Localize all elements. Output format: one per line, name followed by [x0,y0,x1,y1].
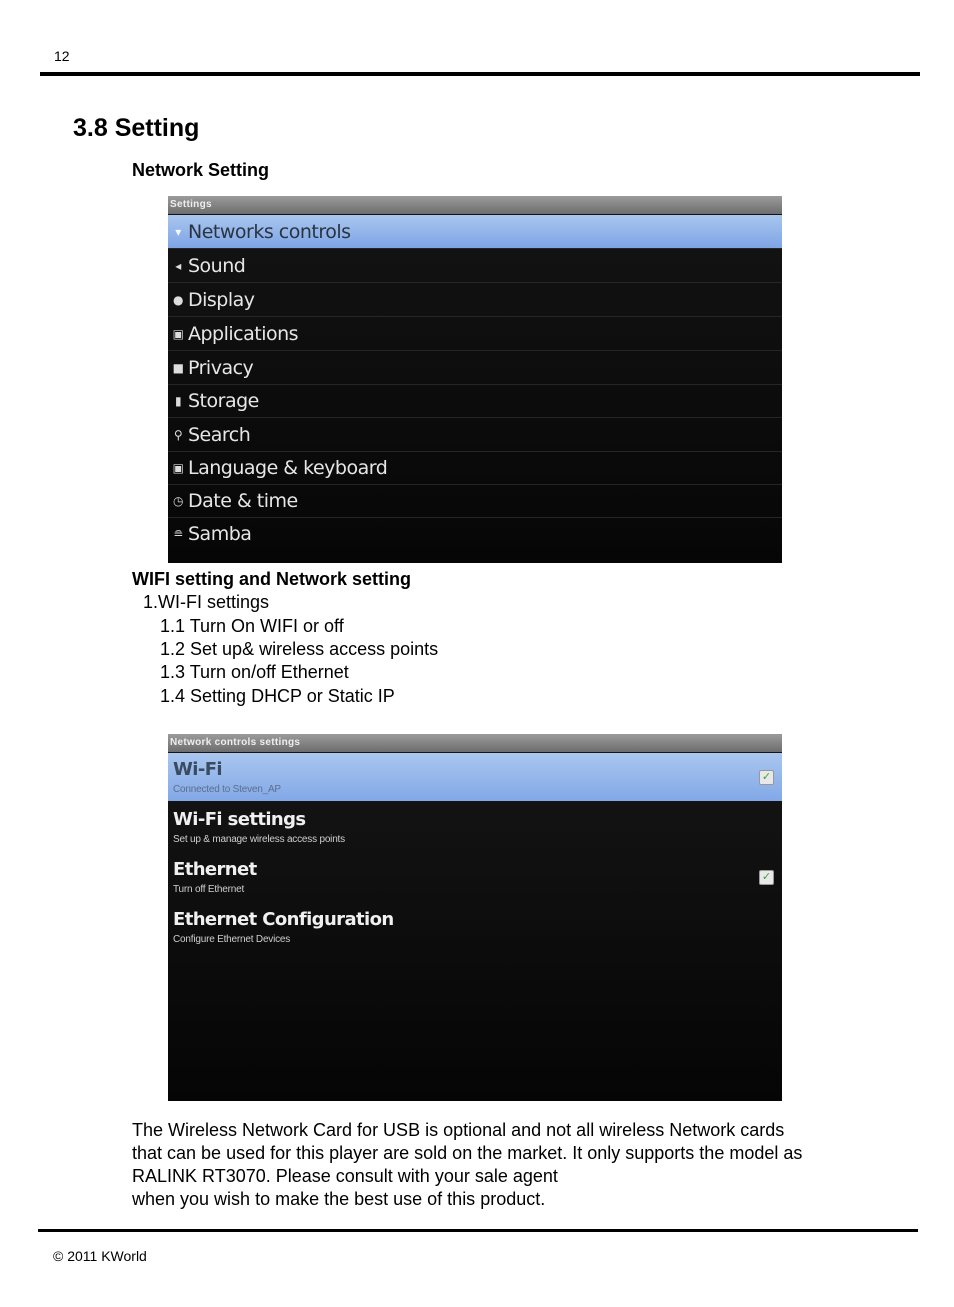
settings-item-label: Language & keyboard [188,456,388,479]
settings-item-search[interactable] [168,418,782,451]
row-title: Ethernet [173,859,257,880]
settings-item-label: Date & time [188,489,298,512]
row-title: Wi-Fi settings [173,809,306,830]
paragraph-line: RALINK RT3070. Please consult with your sale agent [132,1166,558,1186]
settings-item-label: Samba [188,522,252,545]
settings-item-applications[interactable] [168,317,782,350]
settings-item-label: Sound [188,254,246,277]
settings-item-label: Search [188,423,251,446]
wifi-row[interactable] [168,753,782,801]
row-subtitle: Turn off Ethernet [173,884,245,895]
copyright: © 2011 KWorld [53,1248,147,1264]
network-setting-heading: Network Setting [132,160,270,180]
display-icon: ● [173,292,183,307]
list-item: 1.WI-FI settings [143,592,270,612]
settings-item-label: Privacy [188,356,254,379]
settings-item-display[interactable] [168,283,782,316]
settings-item-date-time[interactable] [168,484,782,517]
list-item: 1.1 Turn On WIFI or off [160,616,344,636]
ethernet-row[interactable] [168,853,782,901]
privacy-icon: ■ [172,360,184,375]
settings-item-label: Networks controls [188,220,351,243]
wifi-setting-heading: WIFI setting and Network setting [132,569,412,589]
ethernet-configuration-row[interactable] [168,903,782,951]
settings-item-privacy[interactable] [168,351,782,384]
ethernet-checkbox[interactable]: ✓ [759,870,774,885]
wireless-icon: ▾ [175,224,181,239]
row-title: Ethernet Configuration [173,909,394,930]
list-item: 1.4 Setting DHCP or Static IP [160,686,395,706]
header-rule [40,72,920,76]
list-item: 1.2 Set up& wireless access points [160,639,439,659]
settings-title-bar: Settings [168,196,782,214]
settings-screenshot [168,196,782,563]
settings-item-networks-controls[interactable] [168,215,782,248]
settings-item-label: Storage [188,389,259,412]
paragraph-line: The Wireless Network Card for USB is optional and not all wireless Network cards [132,1120,785,1140]
applications-icon: ▣ [172,326,184,341]
settings-item-storage[interactable] [168,384,782,417]
row-subtitle: Connected to Steven_AP [173,784,281,795]
wifi-checkbox[interactable]: ✓ [759,770,774,785]
network-settings-screenshot [168,734,782,1101]
section-title: 3.8 Setting [73,114,200,142]
speaker-icon: ◂ [175,258,181,273]
paragraph-line: when you wish to make the best use of this product. [132,1189,546,1209]
page-number: 12 [54,48,70,64]
storage-icon: ▮ [174,393,182,408]
settings-item-sound[interactable] [168,249,782,282]
wifi-settings-row[interactable] [168,803,782,851]
usb-wireless-note [132,1119,872,1211]
network-title-bar: Network controls settings [168,734,782,752]
samba-icon: ≘ [173,526,183,541]
row-title: Wi-Fi [173,759,222,780]
keyboard-icon: ▣ [172,460,184,475]
settings-item-label: Display [188,288,255,311]
paragraph-line: that can be used for this player are sold on the market. It only supports the model as [132,1143,803,1163]
row-subtitle: Configure Ethernet Devices [173,934,291,945]
row-subtitle: Set up & manage wireless access points [173,834,345,845]
settings-item-label: Applications [188,322,299,345]
footer-rule [38,1229,918,1232]
settings-item-samba[interactable] [168,517,782,550]
settings-item-language-keyboard[interactable] [168,451,782,484]
search-icon: ⚲ [173,427,183,442]
list-item: 1.3 Turn on/off Ethernet [160,662,349,682]
clock-icon: ◷ [173,493,183,508]
